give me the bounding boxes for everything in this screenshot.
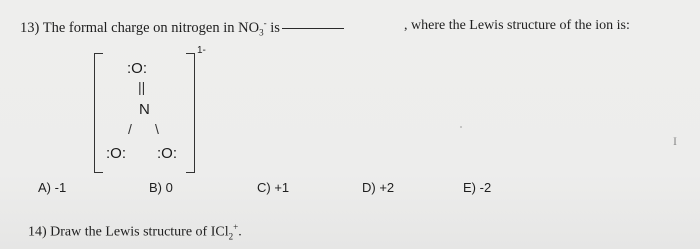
question-text-continued: , where the Lewis structure of the ion is: xyxy=(404,18,630,33)
answer-blank xyxy=(282,28,344,29)
bottom-left-oxygen: :O: xyxy=(106,145,127,162)
choice-a: A) -1 xyxy=(38,180,67,195)
q14-period: . xyxy=(238,224,242,240)
nitrogen-atom: N xyxy=(139,101,150,118)
question-text: The formal charge on nitrogen in NO xyxy=(42,19,260,36)
question-14 xyxy=(28,222,242,241)
margin-mark: I xyxy=(673,134,677,148)
formula-superscript: - xyxy=(263,18,267,28)
right-bracket xyxy=(186,53,195,173)
q14-superscript: + xyxy=(233,222,239,232)
double-bond: || xyxy=(138,79,146,95)
choice-d: D) +2 xyxy=(362,180,395,195)
choice-c: C) +1 xyxy=(257,180,290,195)
bottom-right-oxygen: :O: xyxy=(157,145,178,162)
top-oxygen: :O: xyxy=(127,60,148,77)
left-bracket xyxy=(94,53,103,173)
formula-subscript: 3 xyxy=(259,27,264,38)
question-number: 13) xyxy=(20,19,40,36)
right-single-bond: \ xyxy=(155,121,159,137)
paper-speck xyxy=(460,126,462,128)
question-14-text: 14) Draw the Lewis structure of ICl xyxy=(28,224,229,240)
question-is: is xyxy=(270,19,280,36)
left-single-bond: / xyxy=(128,121,132,137)
choice-b: B) 0 xyxy=(149,180,173,195)
q14-subscript: 2 xyxy=(228,231,234,242)
choice-e: E) -2 xyxy=(463,180,492,195)
question-13 xyxy=(20,18,346,38)
ion-charge: 1- xyxy=(197,45,206,56)
